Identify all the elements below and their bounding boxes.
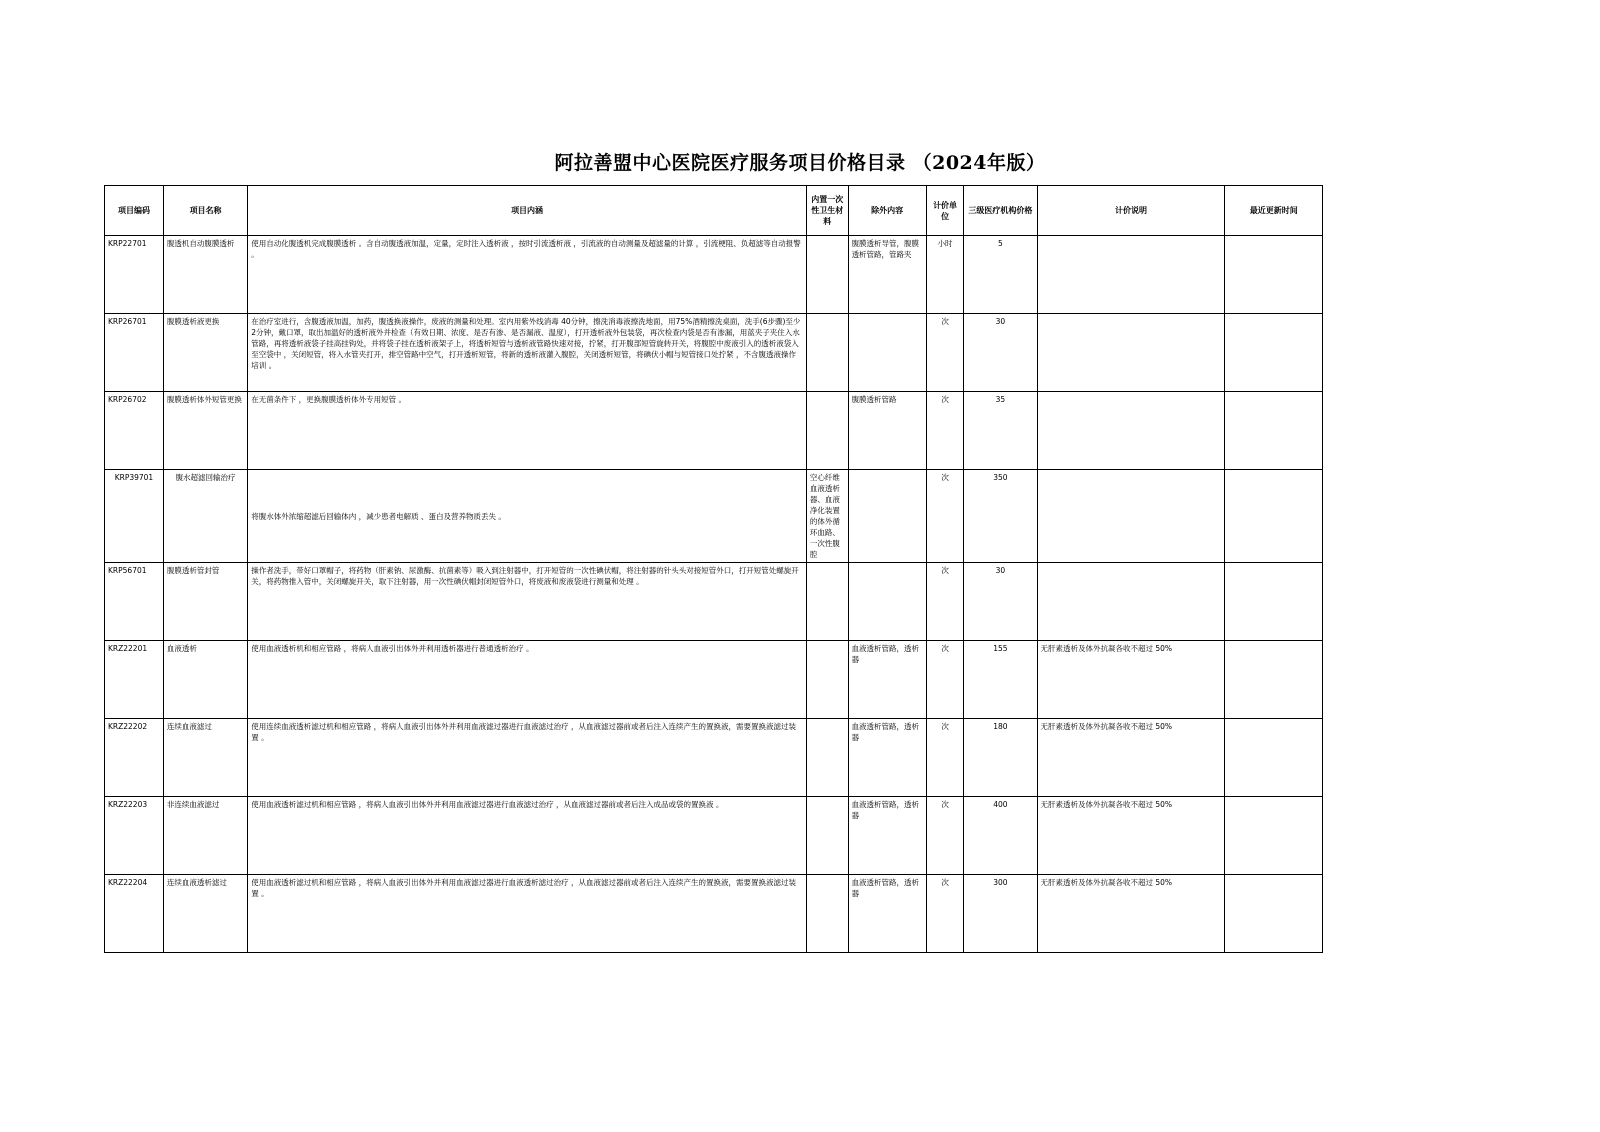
header-code: 项目编码 [105,186,164,236]
cell-note [1037,563,1225,641]
cell-price: 30 [964,563,1037,641]
cell-material [806,797,848,875]
cell-content: 使用连续血液透析滤过机和相应管路 ，将病人血液引出体外并利用血液滤过器进行血液滤过治疗 ，从血液滤过器前或者后注入连续产生的置换液，需要置换液滤过装置 。 [248,719,807,797]
cell-except [848,314,926,392]
table-row [105,875,1323,953]
cell-updated [1225,719,1323,797]
header-note: 计价说明 [1037,186,1225,236]
cell-code: KRZ22202 [105,719,164,797]
cell-updated [1225,470,1323,563]
table-header-row [105,186,1323,236]
cell-unit: 次 [926,470,964,563]
cell-code: KRZ22204 [105,875,164,953]
cell-name: 血液透析 [163,641,247,719]
cell-material [806,236,848,314]
cell-price: 30 [964,314,1037,392]
cell-except: 血液透析管路，透析器 [848,719,926,797]
cell-except: 血液透析管路，透析器 [848,797,926,875]
cell-updated [1225,875,1323,953]
cell-except: 腹膜透析导管，腹膜透析管路，管路夹 [848,236,926,314]
cell-unit: 小时 [926,236,964,314]
cell-note [1037,314,1225,392]
cell-material [806,719,848,797]
cell-updated [1225,641,1323,719]
cell-note: 无肝素透析及体外抗凝各收不超过 50% [1037,875,1225,953]
table-row [105,314,1323,392]
price-table [104,185,1323,953]
cell-unit: 次 [926,875,964,953]
cell-content: 操作者洗手，带好口罩帽子，将药物（肝素钠、尿激酶、抗菌素等）吸入到注射器中，打开短管的一次性碘伏帽，将注射器的针头头对接短管外口，打开短管处螺旋开关，将药物推入管中，关闭螺旋开关，取下注射器，用一次性碘伏帽封闭短管外口，将废液和废液袋进行测量和处理 。 [248,563,807,641]
cell-code: KRZ22203 [105,797,164,875]
table-row [105,392,1323,470]
table-row [105,470,1323,563]
cell-note [1037,392,1225,470]
cell-content: 在治疗室进行，含腹透液加温，加药，腹透换液操作，废液的测量和处理。室内用紫外线消毒 40分钟，擦洗消毒液擦洗地面，用75%酒精擦洗桌面，洗手(6步骤)至少2分钟，戴口罩，取出加温好的透析液外并检查（有效日期、浓度、是否有渗、是否漏液、温度），打开透析液外包装袋，再次检查内袋是否有渗漏，用蓝夹子夹住入水管路，再将透析液袋子挂高挂钩处，并将袋子挂在透析液架子上，将透析短管与透析液管路快速对接，拧紧，打开腹部短管旋转开关，将腹腔中废液引入的透析液袋入至空袋中 ，关闭短管，将入水管夹打开，排空管路中空气，打开透析短管，将新的透析液灌入腹腔，关闭透析短管，将碘伏小帽与短管接口处拧紧 ，不含腹透液操作培训 。 [248,314,807,392]
cell-note [1037,470,1225,563]
cell-material: 空心纤维血液透析器、血液净化装置的体外循环血路、一次性腹腔 [806,470,848,563]
page-title: 阿拉善盟中心医院医疗服务项目价格目录 （2024年版） [554,152,1046,174]
cell-updated [1225,797,1323,875]
cell-name: 腹水超滤回输治疗 [163,470,247,563]
cell-name: 腹膜透析管封管 [163,563,247,641]
table-row [105,563,1323,641]
cell-name: 腹膜透析体外短管更换 [163,392,247,470]
cell-code: KRP56701 [105,563,164,641]
table-row [105,236,1323,314]
table-row [105,641,1323,719]
header-name: 项目名称 [163,186,247,236]
cell-except: 血液透析管路，透析器 [848,641,926,719]
cell-content: 使用血液透析机和相应管路 ，将病人血液引出体外并利用透析器进行普通透析治疗 。 [248,641,807,719]
cell-name: 非连续血液滤过 [163,797,247,875]
cell-content: 使用血液透析滤过机和相应管路 ，将病人血液引出体外并利用血液滤过器进行血液透析滤过治疗 ，从血液滤过器前或者后注入连续产生的置换液，需要置换液滤过装置 。 [248,875,807,953]
cell-unit: 次 [926,719,964,797]
cell-updated [1225,392,1323,470]
cell-name: 连续血液滤过 [163,719,247,797]
cell-name: 连续血液透析滤过 [163,875,247,953]
cell-updated [1225,563,1323,641]
cell-price: 400 [964,797,1037,875]
cell-note [1037,236,1225,314]
cell-content: 使用自动化腹透机完成腹膜透析 。含自动腹透液加温，定量，定时注入透析液 ，按时引流透析液 ，引流液的自动测量及超滤量的计算 ，引流梗阻、负超滤等自动报警 。 [248,236,807,314]
cell-name: 腹透机自动腹膜透析 [163,236,247,314]
header-unit: 计价单位 [926,186,964,236]
cell-unit: 次 [926,314,964,392]
cell-price: 5 [964,236,1037,314]
cell-unit: 次 [926,563,964,641]
cell-content: 在无菌条件下 ，更换腹膜透析体外专用短管 。 [248,392,807,470]
header-updated: 最近更新时间 [1225,186,1323,236]
cell-code: KRP22701 [105,236,164,314]
header-material: 内置一次性卫生材料 [806,186,848,236]
cell-material [806,641,848,719]
cell-name: 腹膜透析液更换 [163,314,247,392]
cell-note: 无肝素透析及体外抗凝各收不超过 50% [1037,641,1225,719]
cell-except: 血液透析管路，透析器 [848,875,926,953]
cell-except [848,563,926,641]
cell-code: KRP26701 [105,314,164,392]
cell-unit: 次 [926,797,964,875]
cell-updated [1225,314,1323,392]
cell-price: 180 [964,719,1037,797]
header-content: 项目内涵 [248,186,807,236]
cell-material [806,563,848,641]
cell-unit: 次 [926,392,964,470]
cell-price: 350 [964,470,1037,563]
cell-code: KRP39701 [105,470,164,563]
cell-code: KRZ22201 [105,641,164,719]
table-row [105,719,1323,797]
cell-note: 无肝素透析及体外抗凝各收不超过 50% [1037,797,1225,875]
cell-material [806,875,848,953]
cell-price: 300 [964,875,1037,953]
cell-updated [1225,236,1323,314]
cell-price: 35 [964,392,1037,470]
cell-except: 腹膜透析管路 [848,392,926,470]
header-price: 三级医疗机构价格 [964,186,1037,236]
cell-unit: 次 [926,641,964,719]
cell-material [806,314,848,392]
cell-content: 将腹水体外浓缩超滤后回输体内 ，减少患者电解质 、蛋白及营养物质丢失 。 [248,470,807,563]
cell-note: 无肝素透析及体外抗凝各收不超过 50% [1037,719,1225,797]
header-except: 除外内容 [848,186,926,236]
cell-code: KRP26702 [105,392,164,470]
cell-material [806,392,848,470]
cell-price: 155 [964,641,1037,719]
table-row [105,797,1323,875]
cell-except [848,470,926,563]
cell-content: 使用血液透析滤过机和相应管路 ，将病人血液引出体外并利用血液滤过器进行血液滤过治疗 ，从血液滤过器前或者后注入成品或袋的置换液 。 [248,797,807,875]
